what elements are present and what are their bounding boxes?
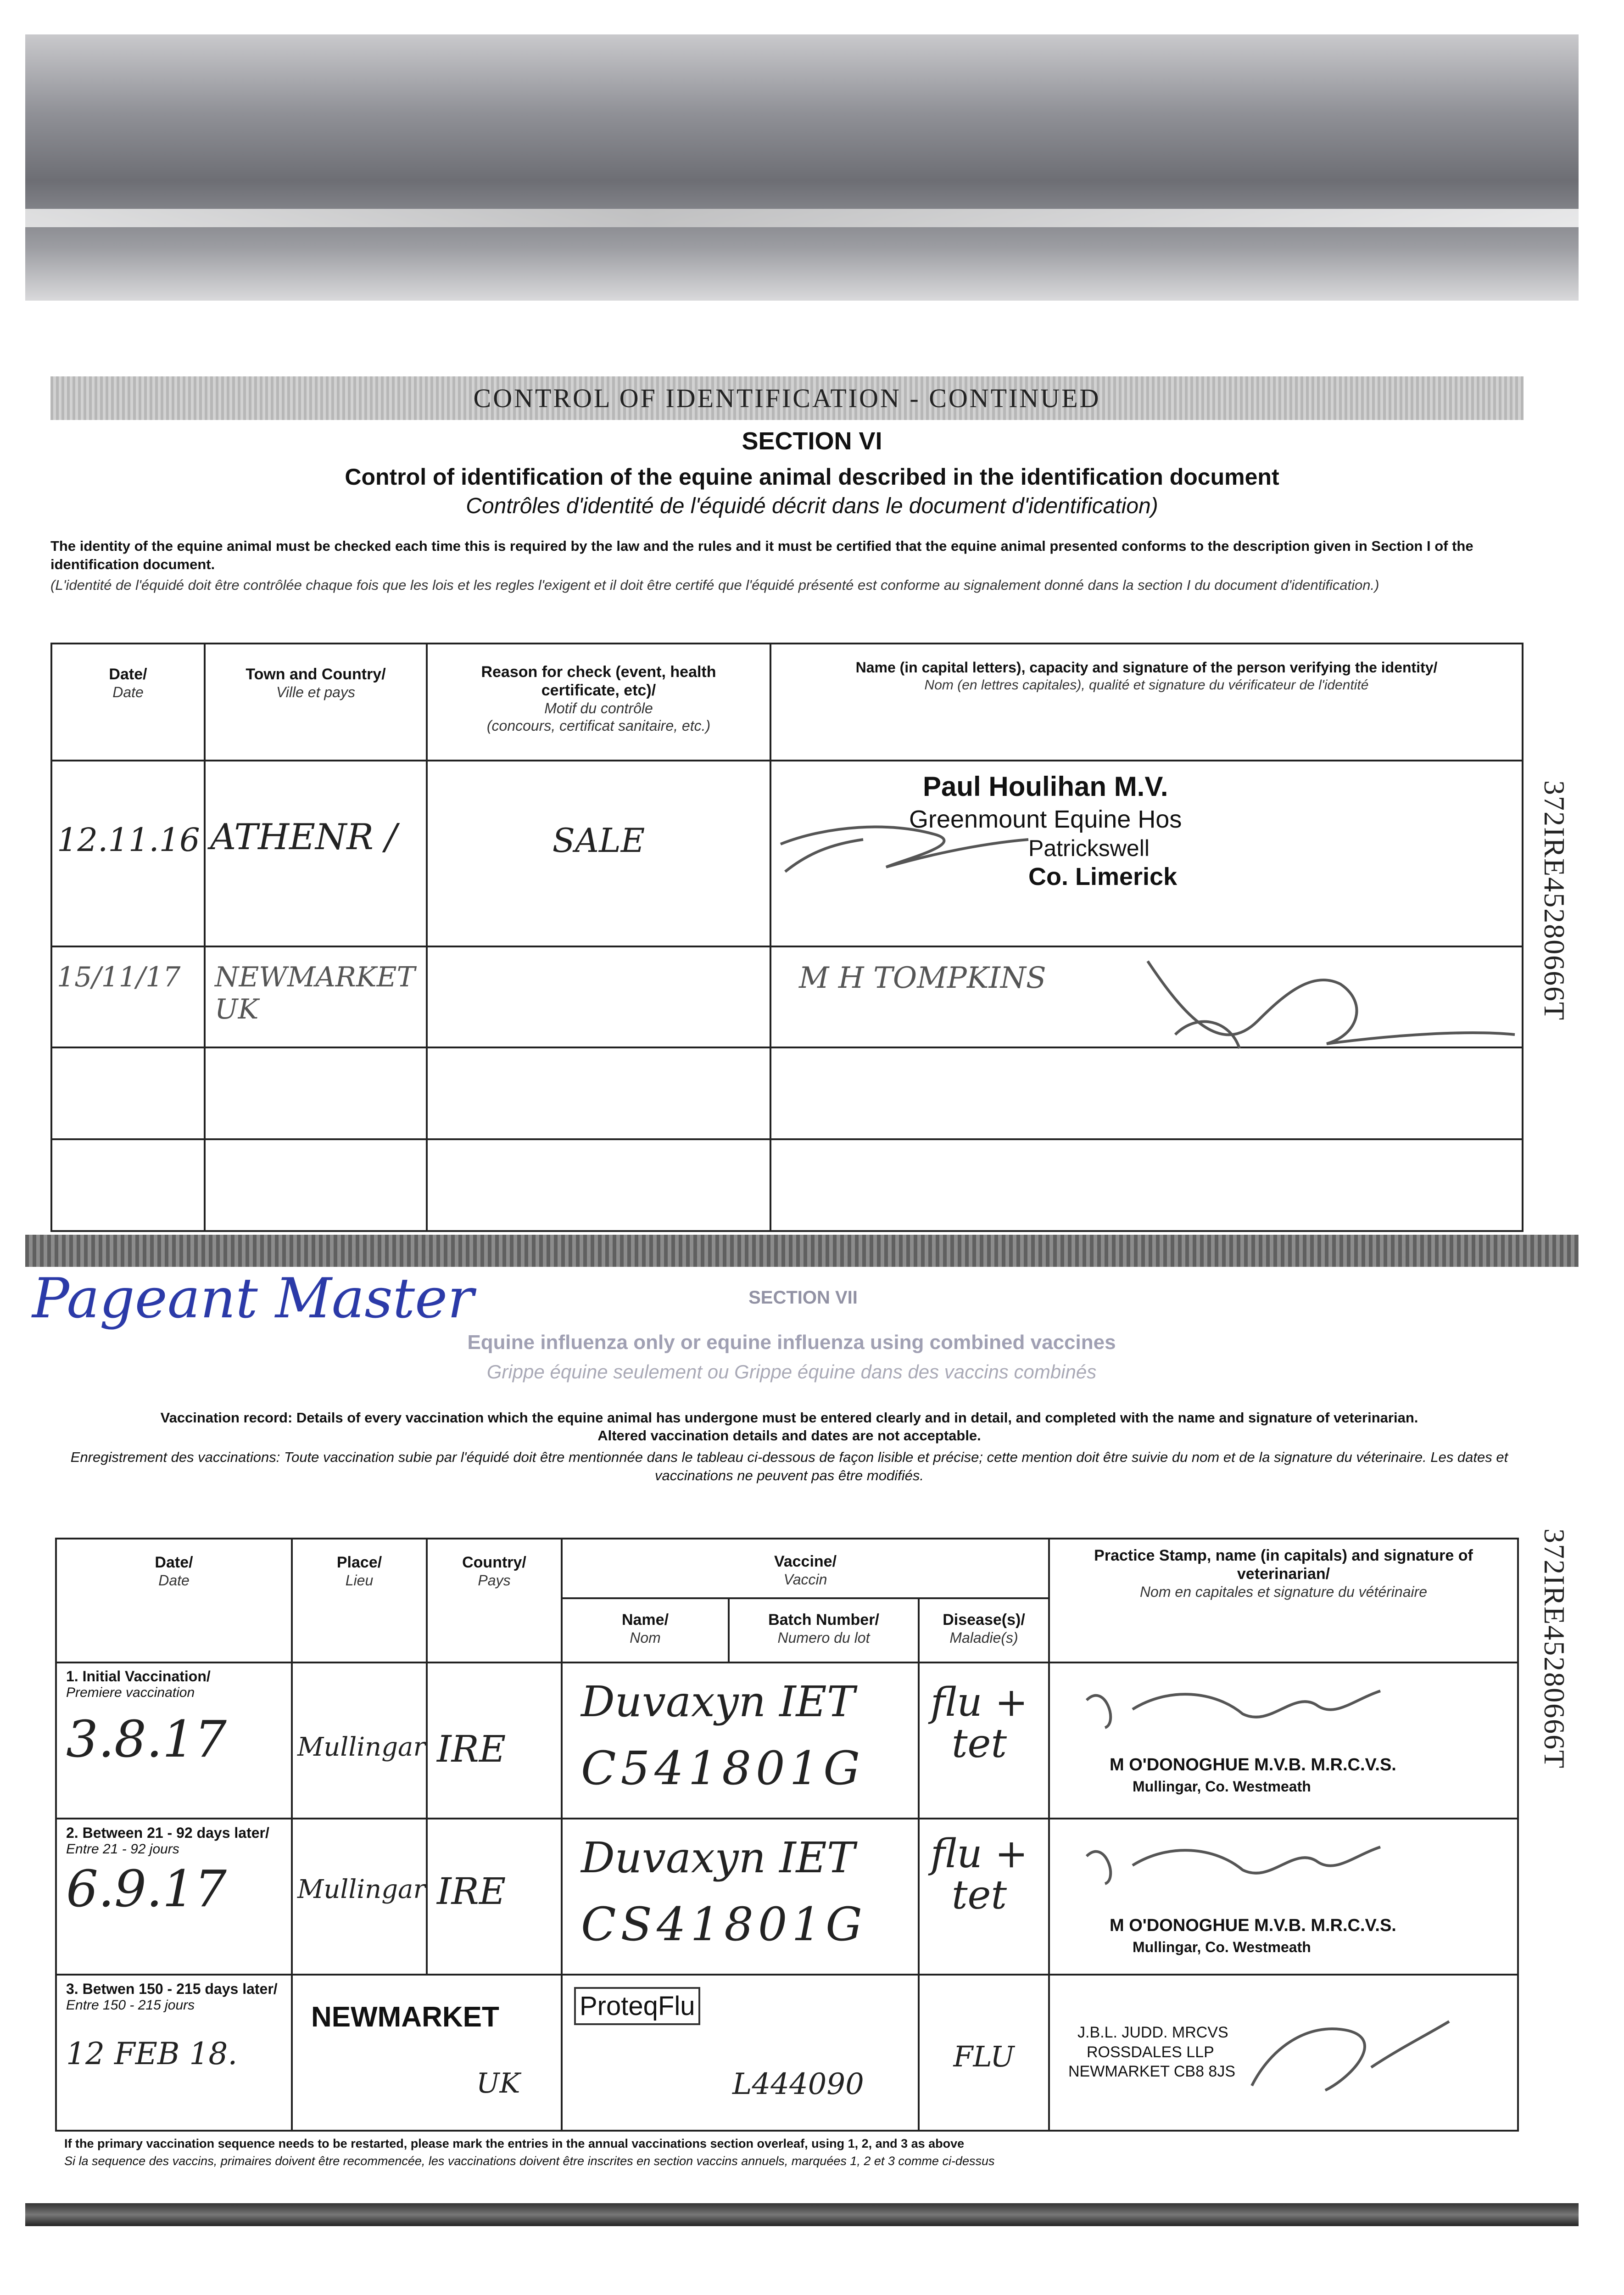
table-row: [56, 1662, 1518, 1819]
table-row: [51, 761, 1523, 946]
scan-header-band: [25, 34, 1579, 301]
vacc-country: UK: [476, 2067, 520, 2099]
table-row: [51, 1139, 1523, 1231]
check-date: 12.11.16: [57, 821, 200, 859]
banner-text: CONTROL OF IDENTIFICATION - CONTINUED: [473, 383, 1101, 413]
section6-intro-en: The identity of the equine animal must be checked each time this is required by the law and the rules and it must be certified that the equine animal presented conforms to the description given in Section I of the identification document.: [50, 538, 1473, 572]
vet-stamp: M O'DONOGHUE M.V.B. M.R.C.V.S.: [1110, 1755, 1396, 1774]
header-disease-fr: Maladie(s): [949, 1629, 1018, 1646]
header-practice-stamp: Practice Stamp, name (in capitals) and signature of veterinarian/: [1094, 1547, 1473, 1583]
vet-stamp-address: NEWMARKET CB8 8JS: [1068, 2063, 1236, 2080]
horse-name: Pageant Master: [32, 1267, 474, 1331]
header-verifier-fr: Nom (en lettres capitales), qualité et signature du vérificateur de l'identité: [924, 677, 1369, 693]
vacc-name: Duvaxyn IET: [581, 1677, 855, 1726]
section7-subtitle-en: Equine influenza only or equine influenza using combined vaccines: [467, 1331, 1116, 1354]
vacc-place: NEWMARKET: [311, 2001, 499, 2033]
header-verifier: Name (in capital letters), capacity and signature of the person verifying the identity/: [855, 659, 1438, 676]
vacc-batch: L444090: [732, 2067, 864, 2101]
vet-stamp: J.B.L. JUDD. MRCVS: [1077, 2024, 1228, 2041]
vet-stamp-town: Mullingar, Co. Westmeath: [1133, 1939, 1311, 1955]
header-vaccine-name-fr: Nom: [630, 1629, 661, 1646]
section6-intro-fr: (L'identité de l'équidé doit être contrôlée chaque fois que les lois et les regles l'exigent et il doit être certifé que l'équidé présenté est conforme au signalement donné dans la section I du document d'identification.): [50, 577, 1379, 593]
header-date-fr: Date: [112, 684, 144, 700]
vacc-place: Mullingar: [297, 1875, 426, 1904]
header-town-fr: Ville et pays: [276, 684, 355, 700]
vacc-batch: C541801G: [581, 1741, 865, 1795]
vacc-label-fr: Entre 21 - 92 jours: [66, 1842, 179, 1857]
vacc-name: Duvaxyn IET: [581, 1833, 855, 1882]
stamp-line-1: Paul Houlihan M.V.: [923, 771, 1168, 802]
identity-check-table: [50, 643, 1524, 1232]
header-country-fr: Pays: [478, 1572, 511, 1589]
table-row: [56, 1975, 1518, 2131]
check-town: NEWMARKET UK: [215, 961, 415, 1025]
vacc-date: 3.8.17: [66, 1710, 227, 1769]
vacc-date: 6.9.17: [66, 1859, 227, 1918]
check-reason: SALE: [552, 821, 645, 860]
vacc-disease: FLU: [953, 2040, 1015, 2073]
vaccination-record-en: Vaccination record: Details of every vaccination which the equine animal has undergone must be entered clearly and in detail, and completed with the name and signature of veterinarian.: [160, 1410, 1418, 1426]
vet-signature-3: [1233, 1994, 1463, 2113]
vacc-date: 12 FEB 18.: [66, 2036, 238, 2071]
vet-stamp: M O'DONOGHUE M.V.B. M.R.C.V.S.: [1110, 1916, 1396, 1935]
side-id-upper: 372IRE45280666T: [1538, 780, 1571, 1021]
header-date: Date/: [109, 666, 147, 683]
footnote-en: If the primary vaccination sequence needs to be restarted, please mark the entries in the annual vaccinations section overleaf, using 1, 2, and 3 as above: [64, 2137, 965, 2150]
vacc-label-fr: Entre 150 - 215 jours: [66, 1998, 195, 2013]
scan-bottom-band: [25, 2203, 1579, 2226]
header-vaccine-name: Name/: [621, 1611, 669, 1629]
section6-title: SECTION VI: [742, 427, 882, 455]
footnote-fr: Si la sequence des vaccins, primaires doivent être recommencée, les vaccinations doivent être inscrites en section vaccins annuels, marquées 1, 2 et 3 comme ci-dessus: [64, 2154, 995, 2168]
verifier-signature-1: [771, 789, 1138, 927]
table-row: [51, 946, 1523, 1047]
vacc-label: 1. Initial Vaccination/: [66, 1668, 211, 1685]
header-disease: Disease(s)/: [943, 1611, 1025, 1629]
section7-title: SECTION VII: [748, 1287, 858, 1308]
vaccination-table: [55, 1538, 1519, 2132]
header-vacc-date: Date/: [155, 1554, 193, 1571]
header-town: Town and Country/: [246, 666, 386, 683]
header-vaccine: Vaccine/: [774, 1553, 837, 1570]
vacc-label-fr: Premiere vaccination: [66, 1685, 195, 1700]
check-town: ATHENR /: [210, 817, 397, 858]
header-batch: Batch Number/: [768, 1611, 879, 1629]
vacc-country: IRE: [437, 1728, 506, 1770]
vaccination-record-en-2: Altered vaccination details and dates are not acceptable.: [597, 1427, 981, 1444]
header-reason-fr-example: (concours, certificat sanitaire, etc.): [486, 717, 711, 734]
vet-signature-1: [1077, 1673, 1399, 1741]
vacc-place: Mullingar: [297, 1732, 426, 1762]
header-vacc-date-fr: Date: [158, 1572, 190, 1589]
vet-signature-2: [1077, 1829, 1399, 1898]
verifier-cell: [770, 946, 1523, 1047]
header-reason-fr: Motif du contrôle: [544, 700, 653, 716]
header-practice-stamp-fr: Nom en capitales et signature du vétérinaire: [1139, 1584, 1428, 1600]
header-reason: Reason for check (event, health certificate, etc)/: [481, 663, 716, 699]
header-batch-fr: Numero du lot: [777, 1629, 870, 1646]
vacc-label: 2. Between 21 - 92 days later/: [66, 1825, 269, 1841]
header-place-fr: Lieu: [345, 1572, 374, 1589]
vaccination-record-fr: Enregistrement des vaccinations: Toute vaccination subie par l'équidé doit être mentionnée dans le tableau ci-dessous de façon lisible et précise; cette mention doit être suivie du nom et de la signature du véterinaire. Les dates et vaccinations ne peuvent pas être modifiés.: [70, 1449, 1508, 1483]
section6-subtitle-fr: Contrôles d'identité de l'équidé décrit dans le document d'identification): [466, 494, 1158, 518]
header-country: Country/: [462, 1554, 526, 1571]
vacc-disease: flu + tet: [930, 1679, 1028, 1767]
verifier-signature-2: [1120, 943, 1533, 1071]
continued-banner: [50, 376, 1524, 420]
check-date: 15/11/17: [57, 961, 181, 993]
vacc-disease: flu + tet: [930, 1831, 1028, 1918]
stamp-line-3: Patrickswell: [1028, 835, 1150, 861]
vacc-name: ProteqFlu: [574, 1987, 700, 2025]
verifier-name: M H TOMPKINS: [799, 961, 1046, 995]
stamp-line-2: Greenmount Equine Hos: [909, 806, 1182, 833]
vacc-country: IRE: [437, 1870, 506, 1913]
scan-middle-band: [25, 1235, 1579, 1267]
stamp-line-4: Co. Limerick: [1028, 863, 1178, 890]
vacc-batch: CS41801G: [581, 1898, 867, 1951]
vacc-label: 3. Betwen 150 - 215 days later/: [66, 1981, 278, 1997]
section6-subtitle-en: Control of identification of the equine animal described in the identification document: [345, 464, 1279, 490]
section7-subtitle-fr: Grippe équine seulement ou Grippe équine dans des vaccins combinés: [486, 1361, 1097, 1383]
table-row: [56, 1819, 1518, 1975]
verifier-cell: [770, 761, 1523, 946]
header-place: Place/: [336, 1554, 382, 1571]
vet-stamp-town: Mullingar, Co. Westmeath: [1133, 1778, 1311, 1795]
header-vaccine-fr: Vaccin: [783, 1571, 827, 1588]
vet-stamp-town: ROSSDALES LLP: [1087, 2043, 1214, 2061]
side-id-lower: 372IRE45280666T: [1538, 1528, 1571, 1769]
